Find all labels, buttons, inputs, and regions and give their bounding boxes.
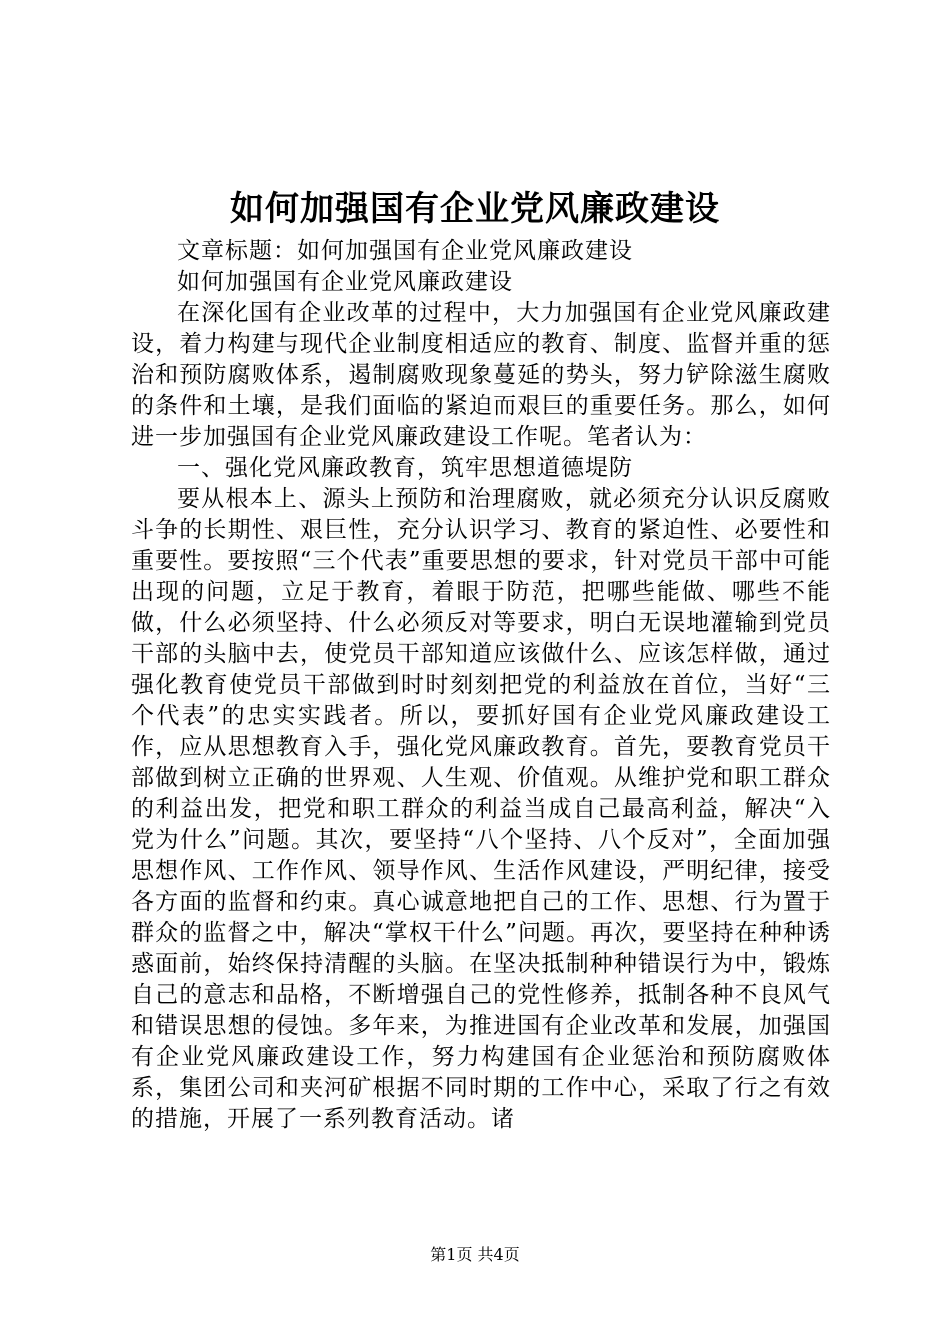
document-body (131, 236, 831, 1135)
paragraph-subtitle: 如何加强国有企业党风廉政建设 (177, 269, 513, 295)
paragraph-section-1: 要从根本上、源头上预防和治理腐败，就必须充分认识反腐败斗争的长期性、艰巨性，充分认识学习、教育的紧迫性、必要性和重要性。要按照“三个代表”重要思想的要求，针对党员干部中可能出现的问题，立足于教育，着眼于防范，把哪些能做、哪些不能做，什么必须坚持、什么必须反对等要求，明白无误地灌输到党员干部的头脑中去，使党员干部知道应该做什么、应该怎样做，通过强化教育使党员干部做到时时刻刻把党的利益放在首位，当好“三个代表”的忠实实践者。所以，要抓好国有企业党风廉政建设工作，应从思想教育入手，强化党风廉政教育。首先，要教育党员干部做到树立正确的世界观、人生观、价值观。从维护党和职工群众的利益出发，把党和职工群众的利益当成自己最高利益，解决“入党为什么”问题。其次，要坚持“八个坚持、八个反对”，全面加强思想作风、工作作风、领导作风、生活作风建设，严明纪律，接受各方面的监督和约束。真心诚意地把自己的工作、思想、行为置于群众的监督之中，解决“掌权干什么”问题。再次，要坚持在种种诱惑面前，始终保持清醒的头脑。在坚决抵制种种错误行为中，锻炼自己的意志和品格，不断增强自己的党性修养，抵制各种不良风气和错误思想的侵蚀。多年来，为推进国有企业改革和发展，加强国有企业党风廉政建设工作，努力构建国有企业惩治和预防腐败体系，集团公司和夹河矿根据不同时期的工作中心，采取了行之有效的措施，开展了一系列教育活动。诸 (131, 486, 831, 1132)
paragraph-article-title: 文章标题：如何加强国有企业党风廉政建设 (177, 238, 633, 264)
document-title: 如何加强国有企业党风廉政建设 (230, 189, 720, 229)
section-heading-1: 一、强化党风廉政教育，筑牢思想道德堤防 (177, 455, 633, 481)
paragraph-intro: 在深化国有企业改革的过程中，大力加强国有企业党风廉政建设，着力构建与现代企业制度相适应的教育、制度、监督并重的惩治和预防腐败体系，遏制腐败现象蔓延的势头，努力铲除滋生腐败的条件和土壤，是我们面临的紧迫而艰巨的重要任务。那么，如何进一步加强国有企业党风廉政建设工作呢。笔者认为： (131, 300, 831, 450)
page-footer: 第1页 共4页 (430, 1245, 520, 1264)
